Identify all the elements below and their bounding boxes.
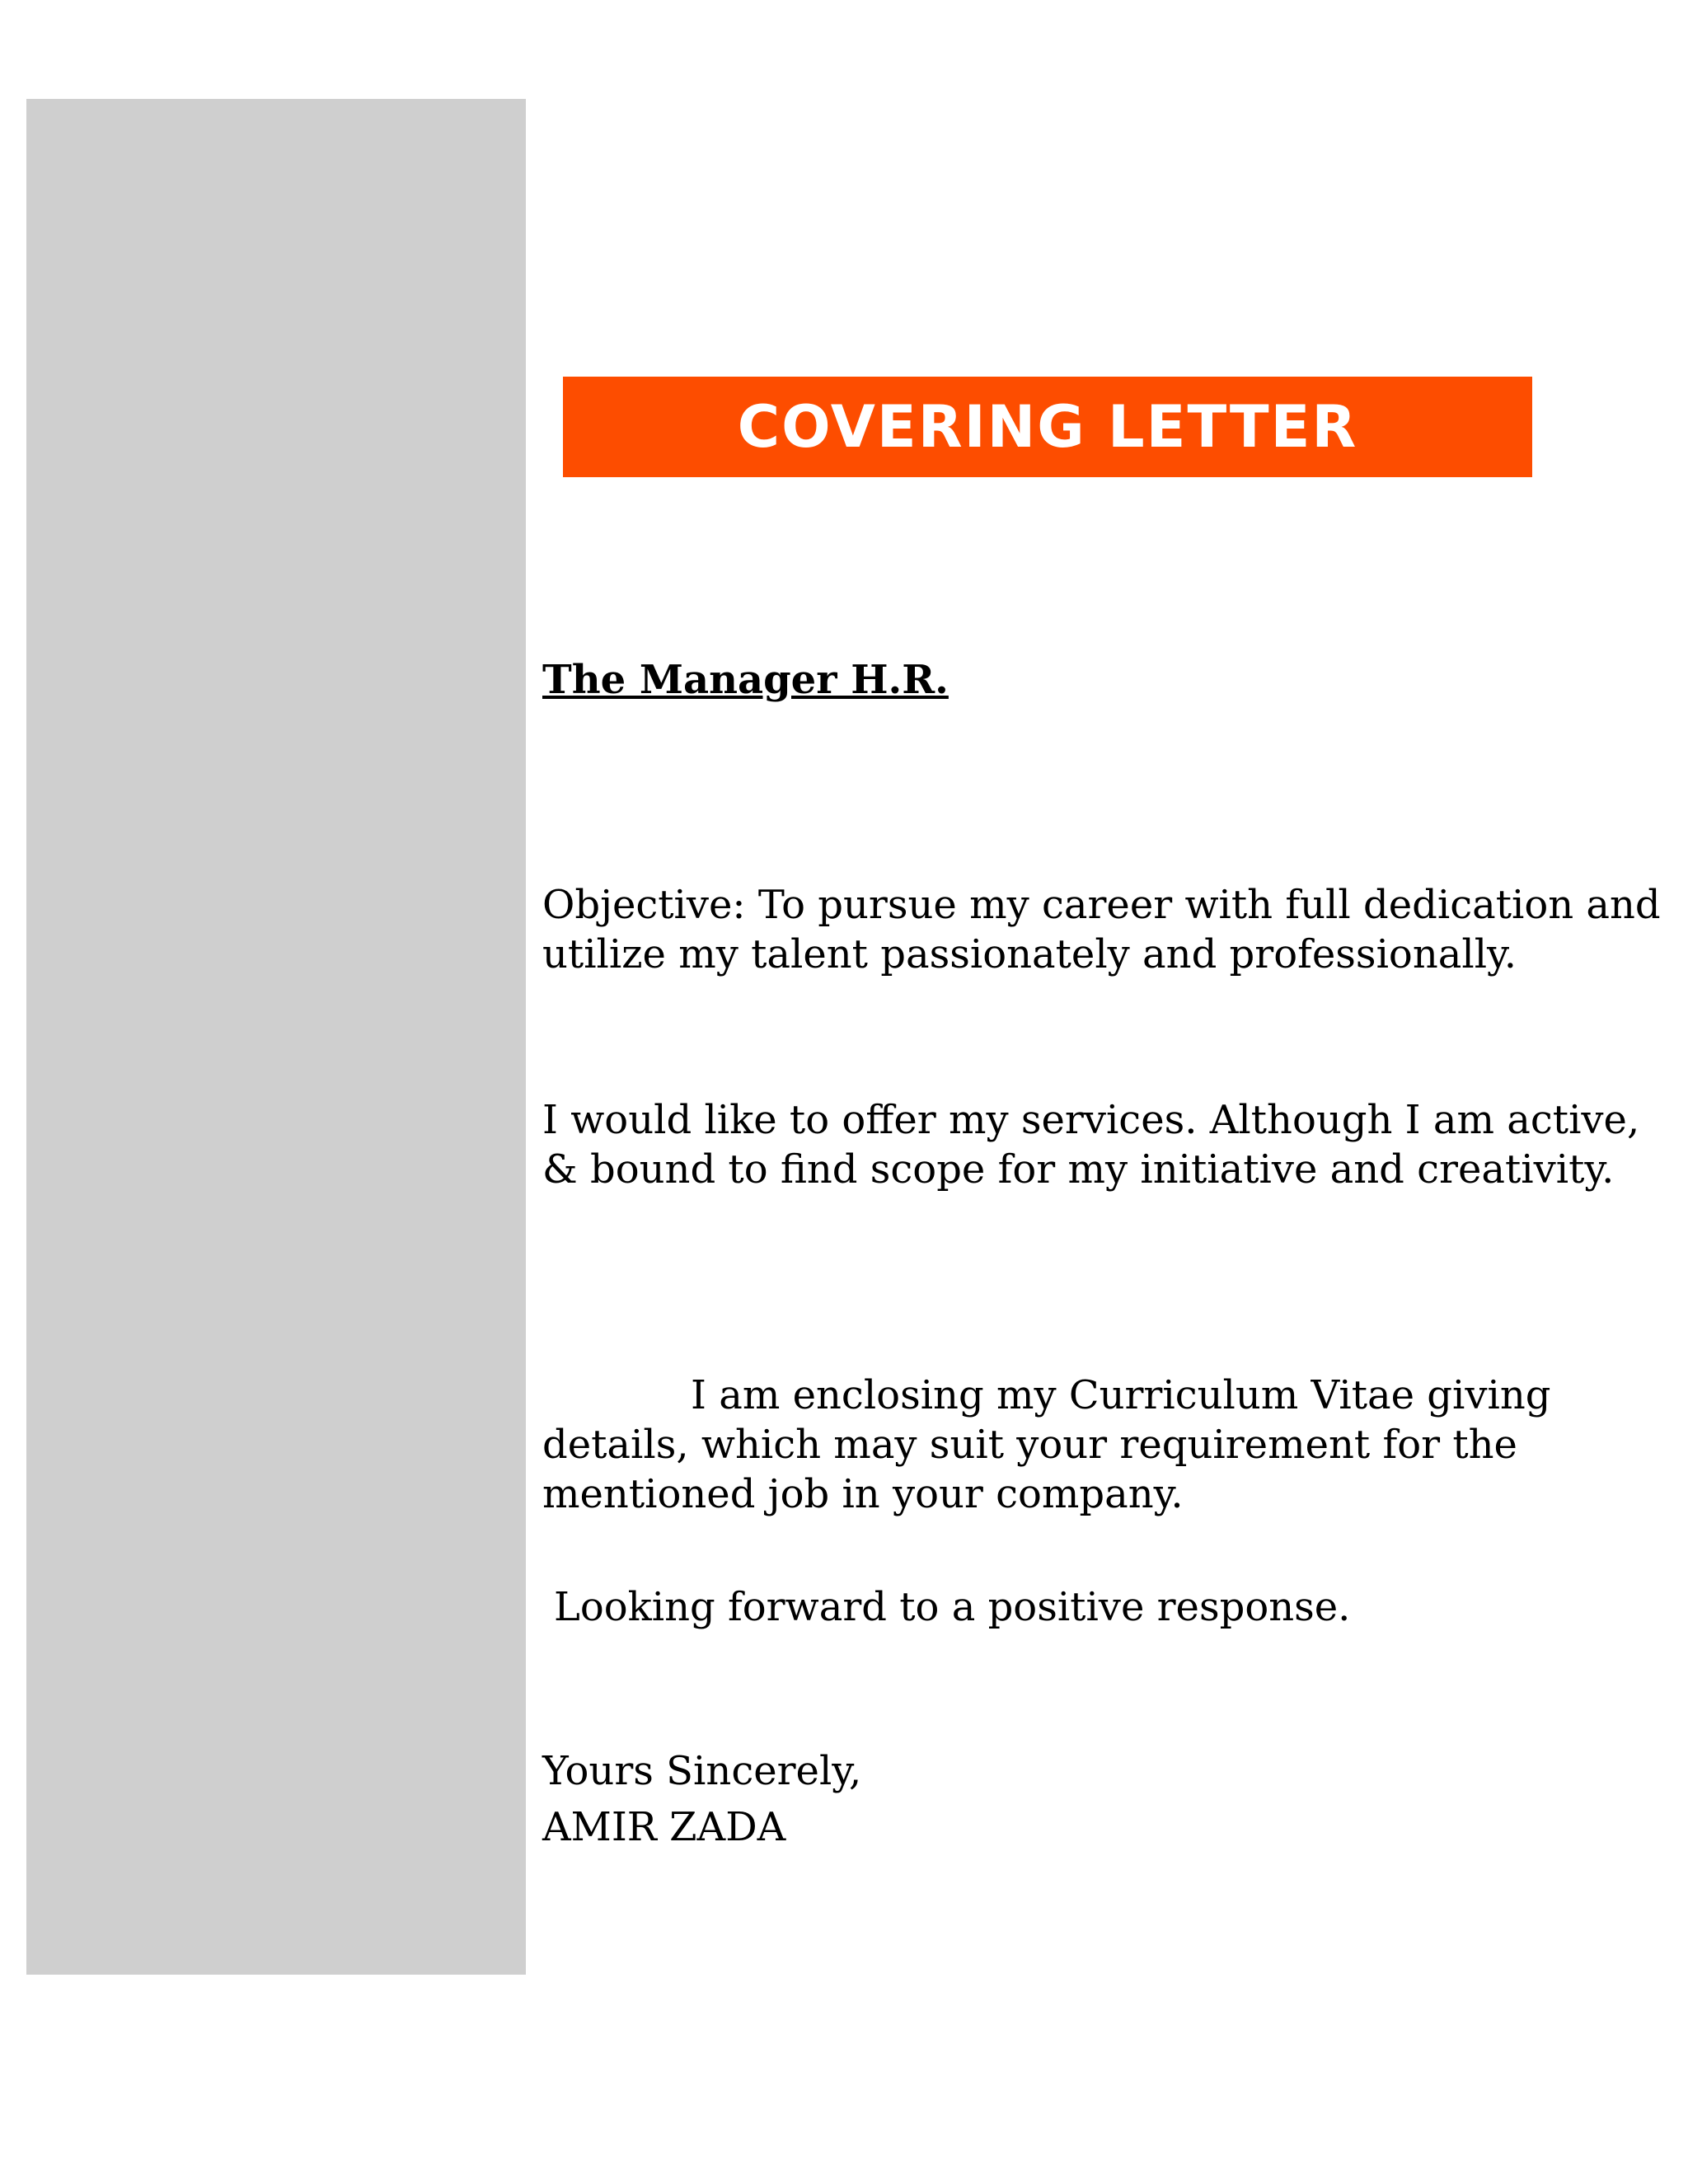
objective-paragraph: Objective: To pursue my career with full dedication and utilize my talent passionately and professionally.	[542, 882, 1661, 977]
closing-salutation: Yours Sincerely,	[542, 1748, 862, 1794]
sidebar-panel	[26, 99, 526, 1975]
addressee: The Manager H.R.	[542, 657, 949, 703]
forward-paragraph: Looking forward to a positive response.	[554, 1584, 1351, 1630]
page-title: COVERING LETTER	[737, 393, 1358, 461]
services-paragraph: I would like to offer my services. Although I am active, & bound to find scope for my initiative and creativity.	[542, 1097, 1640, 1193]
enclosing-text: I am enclosing my Curriculum Vitae giving details, which may suit your requirement for the mentioned job in your company.	[542, 1372, 1551, 1517]
signature-name: AMIR ZADA	[542, 1804, 786, 1850]
title-banner	[563, 377, 1532, 477]
enclosing-paragraph	[542, 1371, 1663, 1519]
